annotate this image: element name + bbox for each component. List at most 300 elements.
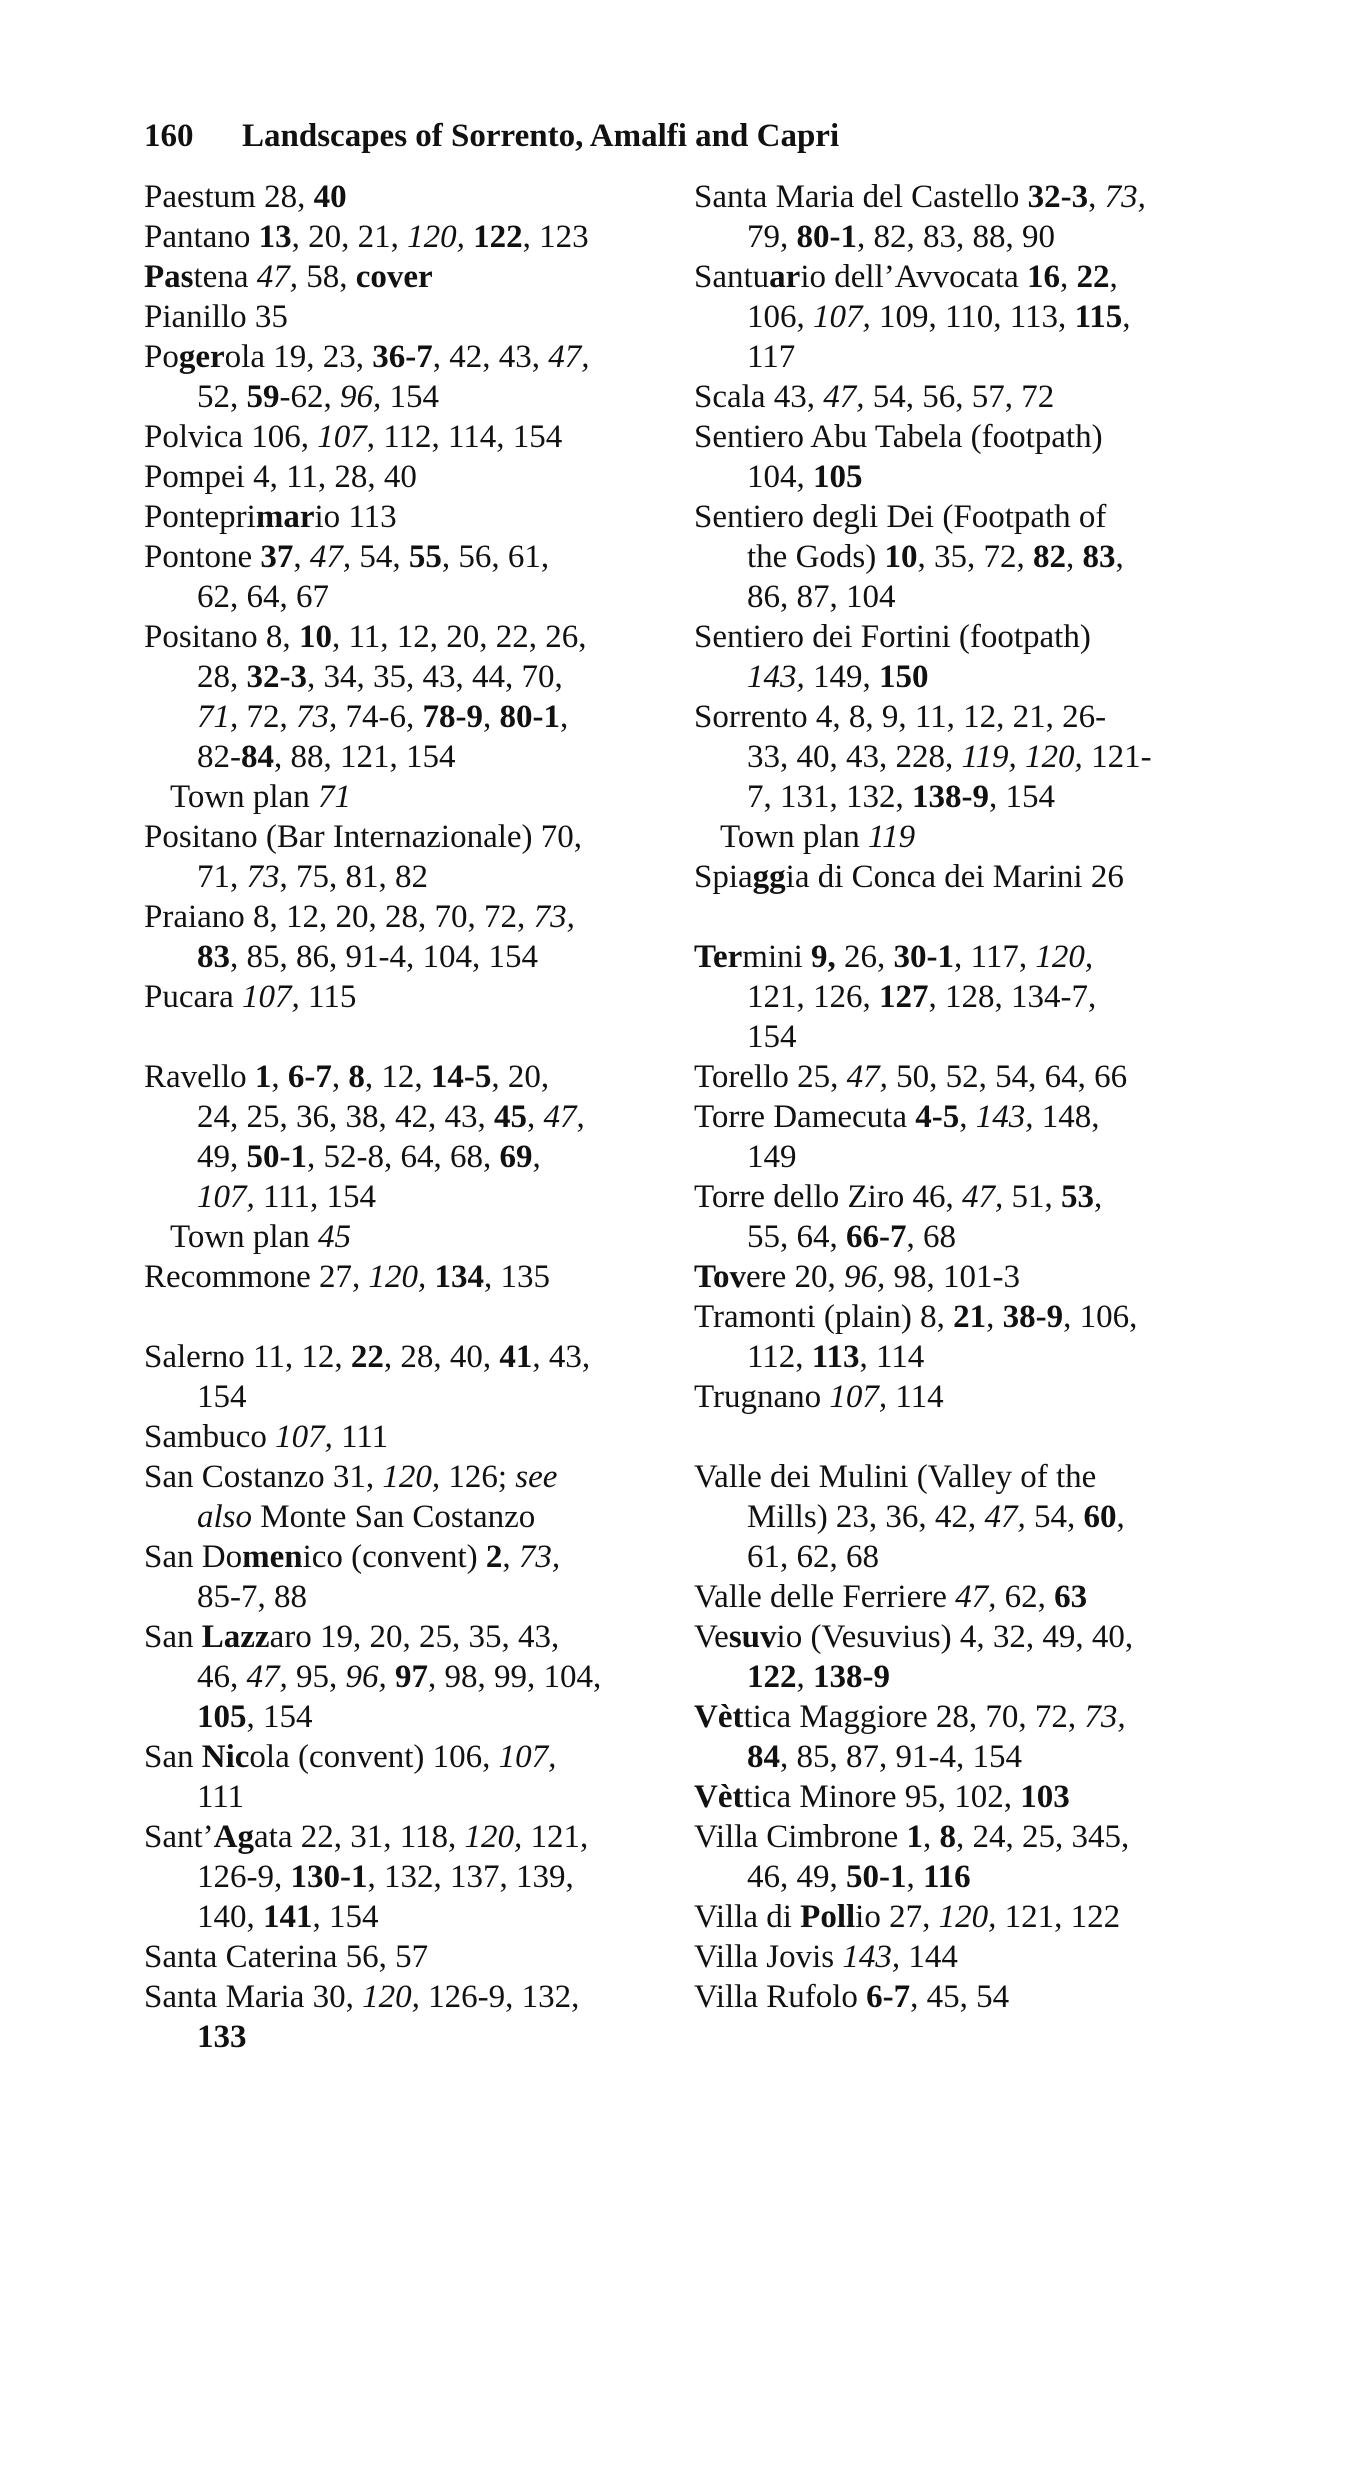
index-entry [144, 1417, 674, 1457]
index-entry [144, 537, 674, 617]
entry-text: , [923, 1819, 940, 1855]
entry-text: , [483, 699, 500, 735]
bold-page-ref: 10 [298, 619, 332, 655]
entry-text: Positano 8, [144, 619, 299, 655]
italic-map-ref: 120, [938, 1899, 997, 1935]
index-entry [144, 1537, 674, 1617]
entry-continuation-line [694, 657, 1254, 697]
entry-text: ola 19, 23, [224, 339, 373, 375]
entry-continuation-line [144, 577, 674, 617]
entry-line [694, 177, 1254, 217]
entry-text: , 135 [484, 1259, 551, 1295]
entry-text: , 106, [1063, 1299, 1138, 1335]
entry-continuation-line [694, 1017, 1254, 1057]
italic-map-ref: 107, [197, 1179, 255, 1215]
bold-page-ref: 63 [1054, 1579, 1088, 1615]
bold-page-ref: Vèt [694, 1699, 744, 1735]
entry-text: 121, [522, 1819, 589, 1855]
entry-line [144, 1977, 674, 2017]
italic-map-ref: 120, [464, 1819, 523, 1855]
index-entry [694, 617, 1254, 697]
running-header [144, 118, 839, 155]
entry-text: , 12, [364, 1059, 431, 1095]
index-entry [694, 1817, 1254, 1897]
index-entry [144, 417, 674, 457]
entry-text: Valle delle Ferriere [694, 1579, 956, 1615]
entry-line [144, 297, 674, 337]
bold-page-ref: 122 [747, 1659, 797, 1695]
entry-text: , 112, 114, 154 [366, 419, 563, 455]
entry-text: , [1122, 299, 1131, 335]
bold-page-ref: 10 [884, 539, 918, 575]
bold-page-ref: 84 [241, 739, 274, 775]
entry-text: , 117, [954, 939, 1036, 975]
entry-text: , 43, [532, 1339, 591, 1375]
entry-text: 104, [747, 459, 813, 495]
entry-text: 126-9, 132, [419, 1979, 580, 2015]
entry-continuation-line [694, 457, 1254, 497]
entry-text: 24, 25, 36, 38, 42, 43, [197, 1099, 494, 1135]
index-entry [694, 1097, 1254, 1177]
bold-page-ref: 83 [1082, 539, 1116, 575]
entry-text: , 56, 61, [441, 539, 550, 575]
italic-map-ref: 107, [813, 299, 871, 335]
entry-line [144, 417, 674, 457]
entry-line [694, 1937, 1254, 1977]
bold-page-ref: ar [769, 259, 801, 295]
entry-text: Praiano 8, 12, 20, 28, 70, 72, [144, 899, 534, 935]
entry-text: Town plan [720, 819, 869, 855]
bold-page-ref: 32-3 [1027, 179, 1089, 215]
index-entry [144, 257, 674, 297]
index-entry [144, 1977, 674, 2057]
index-subentry [144, 777, 674, 817]
entry-text: 115 [299, 979, 357, 1015]
entry-continuation-line [694, 1497, 1254, 1537]
bold-page-ref: 150 [879, 659, 929, 695]
italic-map-ref: 120, [382, 1459, 441, 1495]
entry-text: 126; [440, 1459, 516, 1495]
entry-line [694, 417, 1254, 457]
entry-text: , [1094, 1179, 1103, 1215]
index-entry [144, 897, 674, 977]
bold-page-ref: 2 [485, 1539, 503, 1575]
bold-page-ref: 80-1 [796, 219, 857, 255]
entry-line [144, 1817, 674, 1857]
bold-page-ref: 127 [879, 979, 929, 1015]
entry-text: 112, [747, 1339, 812, 1375]
bold-page-ref: 14-5 [430, 1059, 492, 1095]
entry-text: , [560, 699, 569, 735]
italic-map-ref: 107, [242, 979, 300, 1015]
entry-text: Town plan [170, 779, 319, 815]
italic-map-ref: 96, [345, 1659, 387, 1695]
index-column-right [694, 177, 1254, 2017]
entry-continuation-line [694, 217, 1254, 257]
entry-text: , 35, 72, [917, 539, 1033, 575]
entry-text: ico (convent) [302, 1539, 486, 1575]
italic-map-ref: 47, [984, 1499, 1026, 1535]
entry-continuation-line [694, 537, 1254, 577]
entry-continuation-line [144, 2017, 674, 2057]
italic-map-ref: 73, [1104, 179, 1146, 215]
entry-line [144, 177, 674, 217]
bold-page-ref: Poll [800, 1899, 856, 1935]
entry-text [426, 1259, 434, 1295]
entry-text: , 34, 35, 43, 44, 70, [307, 659, 563, 695]
entry-text: , 11, 12, 20, 22, 26, [331, 619, 587, 655]
entry-text: Sorrento 4, 8, 9, 11, 12, 21, 26- [694, 699, 1107, 735]
entry-text: , 128, 134-7, [928, 979, 1097, 1015]
bold-page-ref: 50-1 [246, 1139, 307, 1175]
bold-page-ref: cover [355, 259, 433, 295]
entry-line [144, 897, 674, 937]
bold-page-ref: 60 [1083, 1499, 1117, 1535]
entry-line [694, 1697, 1254, 1737]
entry-line [144, 1217, 674, 1257]
entry-line [694, 377, 1254, 417]
entry-text: Po [144, 339, 179, 375]
bold-page-ref: 1 [254, 1059, 272, 1095]
italic-map-ref: 107 [317, 419, 367, 455]
entry-text: Polvica 106, [144, 419, 318, 455]
italic-map-ref: 119, 120, [961, 739, 1083, 775]
entry-line [694, 1457, 1254, 1497]
entry-text: 98, 101-3 [885, 1259, 1021, 1295]
entry-text: io 113 [314, 499, 397, 535]
entry-text: Villa di [694, 1899, 801, 1935]
entry-line [144, 1257, 674, 1297]
entry-text: ata 22, 31, 118, [254, 1819, 465, 1855]
entry-text: Sentiero dei Fortini (footpath) [694, 619, 1091, 655]
italic-map-ref: 107, [829, 1379, 888, 1415]
entry-line [694, 1097, 1254, 1137]
entry-text: 46, [197, 1659, 247, 1695]
bold-page-ref: 8 [939, 1819, 956, 1855]
entry-text: 121- [1082, 739, 1152, 775]
entry-text: , [1065, 539, 1083, 575]
entry-text: Villa Jovis [694, 1939, 843, 1975]
entry-text: 85-7, 88 [197, 1579, 307, 1615]
entry-line [694, 1257, 1254, 1297]
entry-text: Santa Maria del Castello [694, 179, 1028, 215]
italic-map-ref: 120, [407, 219, 465, 255]
index-entry [144, 1057, 674, 1217]
entry-line [144, 337, 674, 377]
entry-text: ere 20, [745, 1259, 845, 1295]
entry-text: Torre dello Ziro 46, [694, 1179, 963, 1215]
bold-page-ref: Nic [201, 1739, 250, 1775]
entry-text: , [527, 1099, 544, 1135]
entry-continuation-line [144, 937, 674, 977]
italic-map-ref: 47, [309, 539, 352, 575]
italic-map-ref: 45 [318, 1219, 352, 1255]
book-title: Landscapes of Sorrento, Amalfi and Capri [242, 118, 840, 154]
entry-text: io (Vesuvius) 4, 32, 49, 40, [776, 1619, 1134, 1655]
entry-text: ia di Conca dei Marini 26 [785, 859, 1124, 895]
entry-text: , 154 [246, 1699, 313, 1735]
entry-text: Santa Maria 30, [144, 1979, 363, 2015]
bold-page-ref: 21 [953, 1299, 987, 1335]
bold-page-ref: 138-9 [912, 779, 989, 815]
entry-text: Santu [694, 259, 770, 295]
bold-page-ref: 78-9 [422, 699, 483, 735]
bold-page-ref: 45 [494, 1099, 527, 1135]
index-entry [144, 1817, 674, 1937]
entry-line [694, 1577, 1254, 1617]
index-entry [694, 257, 1254, 377]
index-entry [144, 1737, 674, 1817]
italic-map-ref: 73, [533, 899, 575, 935]
italic-map-ref: 47, [955, 1579, 997, 1615]
bold-page-ref: 66-7 [846, 1219, 907, 1255]
entry-text: 26, [835, 939, 894, 975]
entry-continuation-line [694, 1137, 1254, 1177]
italic-map-ref: 71 [318, 779, 352, 815]
index-entry [144, 337, 674, 417]
entry-line [694, 1377, 1254, 1417]
index-entry [694, 857, 1254, 897]
bold-page-ref: 113 [811, 1339, 860, 1375]
entry-continuation-line [144, 1857, 674, 1897]
bold-page-ref: 141 [263, 1899, 313, 1935]
entry-text: 7, 131, 132, [747, 779, 912, 815]
bold-page-ref: 36-7 [372, 339, 433, 375]
entry-text: 126-9, [197, 1859, 291, 1895]
entry-text: 49, [197, 1139, 247, 1175]
entry-line [144, 777, 674, 817]
entry-text: Pontepri [144, 499, 256, 535]
entry-text: tica Minore 95, 102, [743, 1779, 1021, 1815]
entry-text: , [293, 539, 310, 575]
index-entry [144, 1257, 674, 1297]
bold-page-ref: 30-1 [893, 939, 955, 975]
entry-continuation-line [144, 1777, 674, 1817]
entry-line [144, 617, 674, 657]
bold-page-ref: 80-1 [499, 699, 560, 735]
italic-map-ref: 96, [340, 379, 382, 415]
entry-continuation-line [694, 1857, 1254, 1897]
entry-text: 54, [1025, 1499, 1084, 1535]
entry-text: io 27, [855, 1899, 939, 1935]
entry-text: 33, 40, 43, 228, [747, 739, 962, 775]
entry-line [694, 1817, 1254, 1857]
index-entry [694, 1257, 1254, 1297]
entry-text: San Costanzo 31, [144, 1459, 383, 1495]
entry-text: Pucara [144, 979, 243, 1015]
entry-text: Sentiero Abu Tabela (footpath) [694, 419, 1103, 455]
index-entry [694, 937, 1254, 1057]
entry-line [694, 257, 1254, 297]
bold-page-ref: 40 [313, 179, 347, 215]
index-entry [694, 417, 1254, 497]
entry-text: 148, [1033, 1099, 1100, 1135]
entry-line [694, 857, 1254, 897]
index-entry [144, 217, 674, 257]
entry-text: , 132, 137, 139, [367, 1859, 574, 1895]
entry-continuation-line [144, 857, 674, 897]
entry-text: Paestum 28, [144, 179, 314, 215]
index-entry [144, 1337, 674, 1417]
letter-group-gap [144, 1297, 674, 1337]
index-entry [694, 1897, 1254, 1937]
index-entry [144, 497, 674, 537]
bold-page-ref: 82 [1032, 539, 1066, 575]
index-entry [694, 377, 1254, 417]
italic-map-ref: 47, [246, 1659, 288, 1695]
entry-text: , [1115, 539, 1124, 575]
entry-continuation-line [694, 777, 1254, 817]
bold-page-ref: 122 [473, 219, 523, 255]
entry-continuation-line [144, 1097, 674, 1137]
entry-line [144, 1737, 674, 1777]
entry-text: 61, 62, 68 [747, 1539, 879, 1575]
entry-text: 149 [747, 1139, 797, 1175]
entry-text: 106, [747, 299, 813, 335]
entry-continuation-line [694, 977, 1254, 1017]
entry-text: Santa Caterina 56, 57 [144, 1939, 429, 1975]
entry-continuation-line [694, 297, 1254, 337]
italic-map-ref: 119 [868, 819, 916, 855]
entry-text: 58, [297, 259, 356, 295]
bold-page-ref: men [242, 1539, 303, 1575]
italic-map-ref: 120, [362, 1979, 420, 2015]
index-entry [144, 1617, 674, 1737]
italic-map-ref: 120, [368, 1259, 427, 1295]
bold-page-ref: 50-1 [846, 1859, 907, 1895]
entry-text: , [986, 1299, 1003, 1335]
entry-text: Salerno 11, 12, [144, 1339, 351, 1375]
bold-page-ref: Pas [144, 259, 194, 295]
entry-text: 82- [197, 739, 241, 775]
entry-text: , 154 [312, 1899, 379, 1935]
entry-text: , 75, 81, 82 [279, 859, 428, 895]
entry-text: Monte San Costanzo [252, 1499, 536, 1535]
entry-text: 95, [287, 1659, 346, 1695]
entry-line [694, 497, 1254, 537]
entry-text: San [144, 1739, 202, 1775]
bold-page-ref: 105 [197, 1699, 247, 1735]
index-entry [694, 177, 1254, 257]
entry-continuation-line [144, 1377, 674, 1417]
bold-page-ref: Tov [694, 1259, 746, 1295]
bold-page-ref: 6-7 [866, 1979, 911, 2015]
entry-text: 154 [197, 1379, 247, 1415]
bold-page-ref: 1 [906, 1819, 923, 1855]
entry-text: 114 [887, 1379, 944, 1415]
index-entry [144, 817, 674, 897]
bold-page-ref: suv [728, 1619, 777, 1655]
entry-text: 117 [747, 339, 796, 375]
entry-text: 79, [747, 219, 797, 255]
bold-page-ref: 83 [197, 939, 230, 975]
entry-line [694, 1297, 1254, 1337]
entry-line [694, 1977, 1254, 2017]
italic-map-ref: 143, [842, 1939, 901, 1975]
entry-text: , 82, 83, 88, 90 [857, 219, 1055, 255]
index-entry [694, 1617, 1254, 1697]
entry-text: tena [193, 259, 257, 295]
entry-line [694, 1057, 1254, 1097]
entry-text: 46, 49, [747, 1859, 846, 1895]
italic-map-ref: 47, [962, 1179, 1004, 1215]
italic-map-ref: 73 [246, 859, 280, 895]
entry-text: Recommone 27, [144, 1259, 369, 1295]
bold-page-ref: 130-1 [290, 1859, 368, 1895]
index-subentry [694, 817, 1254, 857]
entry-line [144, 217, 674, 257]
bold-page-ref: 9, [811, 939, 836, 975]
index-column-left [144, 177, 674, 2057]
entry-continuation-line [694, 1337, 1254, 1377]
entry-text: Torello 25, [694, 1059, 847, 1095]
entry-text: 140, [197, 1899, 263, 1935]
entry-text: , [502, 1539, 519, 1575]
bold-page-ref: 116 [923, 1859, 971, 1895]
italic-map-ref: 47, [548, 339, 590, 375]
entry-text: , 52-8, 64, 68, [307, 1139, 500, 1175]
entry-text: Valle dei Mulini (Valley of the [694, 1459, 1097, 1495]
bold-page-ref: 84 [747, 1739, 780, 1775]
entry-text: Town plan [170, 1219, 319, 1255]
italic-map-ref: 47 [543, 1099, 577, 1135]
entry-text: 52, [197, 379, 247, 415]
italic-map-ref: 47, [846, 1059, 888, 1095]
entry-text: 154 [747, 1019, 797, 1055]
entry-line [144, 1617, 674, 1657]
entry-text: , 85, 86, 91-4, 104, 154 [230, 939, 538, 975]
entry-text: -62, [279, 379, 340, 415]
bold-page-ref: 37 [260, 539, 294, 575]
entry-text: , [796, 1659, 813, 1695]
italic-map-ref: 71, [197, 699, 239, 735]
bold-page-ref: 22 [1076, 259, 1110, 295]
entry-text: Scala 43, [694, 379, 824, 415]
italic-map-ref: see [515, 1459, 558, 1495]
entry-line [144, 817, 674, 857]
entry-line [144, 1937, 674, 1977]
entry-text: io dell’Avvocata [800, 259, 1027, 295]
entry-line [144, 1337, 674, 1377]
entry-text: 54, [351, 539, 409, 575]
entry-text: , [1109, 259, 1118, 295]
index-entry [694, 1977, 1254, 2017]
entry-text: Sentiero degli Dei (Footpath of [694, 499, 1107, 535]
entry-text: 86, 87, 104 [747, 579, 896, 615]
italic-map-ref: 73, [1084, 1699, 1126, 1735]
entry-text: , 45, 54 [910, 1979, 1010, 2015]
bold-page-ref: 4-5 [915, 1099, 960, 1135]
italic-map-ref: 96, [844, 1259, 886, 1295]
index-entry [694, 697, 1254, 817]
entry-text: Positano (Bar Internazionale) 70, [144, 819, 583, 855]
entry-text: Pontone [144, 539, 261, 575]
bold-page-ref: 16 [1026, 259, 1060, 295]
index-entry [144, 457, 674, 497]
entry-text: 111 [332, 1419, 389, 1455]
bold-page-ref: 8 [348, 1059, 365, 1095]
letter-group-gap [144, 1017, 674, 1057]
entry-text: , [1059, 259, 1077, 295]
entry-text: 121, 126, [747, 979, 879, 1015]
entry-text: Sant’ [144, 1819, 214, 1855]
italic-map-ref: 47, [823, 379, 865, 415]
bold-page-ref: 69 [499, 1139, 533, 1175]
entry-continuation-line [144, 377, 674, 417]
entry-continuation-line [694, 737, 1254, 777]
index-entry [144, 977, 674, 1017]
bold-page-ref: Vèt [694, 1779, 744, 1815]
